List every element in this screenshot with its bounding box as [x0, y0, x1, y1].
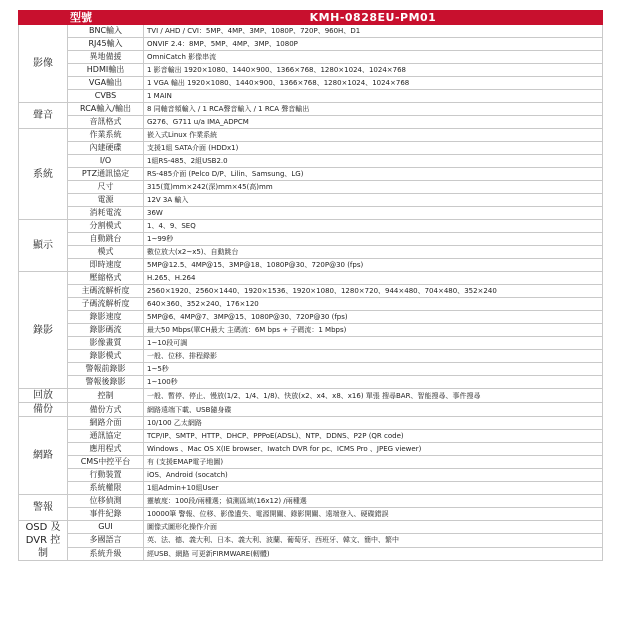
spec-row	[19, 155, 603, 168]
spec-row	[19, 363, 603, 376]
spec-label: RJ45輸入	[68, 38, 144, 51]
spec-row	[19, 430, 603, 443]
spec-value: 1~10段可調	[144, 337, 603, 350]
spec-label: HDMI輸出	[68, 64, 144, 77]
spec-row	[19, 298, 603, 311]
spec-value: 1 影音輸出 1920×1080、1440×900、1366×768、1280×1024、1024×768	[144, 64, 603, 77]
spec-value: 一般、暫停、停止、慢放(1/2、1/4、1/8)、快放(x2、x4、x8、x16) 單張 搜尋BAR、智能搜尋、事件搜尋	[144, 389, 603, 403]
spec-row	[19, 376, 603, 389]
spec-label: 錄影模式	[68, 350, 144, 363]
spec-value: 靈敏度：100段/兩種選；偵測區域(16x12) /兩種選	[144, 495, 603, 508]
spec-row	[19, 168, 603, 181]
spec-value: 最大50 Mbps(單CH最大 主碼流：6M bps + 子碼流：1 Mbps)	[144, 324, 603, 337]
spec-value: 1組RS-485、2組USB2.0	[144, 155, 603, 168]
spec-label: 備份方式	[68, 403, 144, 417]
spec-label: 主碼流解析度	[68, 285, 144, 298]
spec-value: 1~99秒	[144, 233, 603, 246]
spec-value: 315(寬)mm×242(深)mm×45(高)mm	[144, 181, 603, 194]
spec-label: 模式	[68, 246, 144, 259]
spec-label: 子碼流解析度	[68, 298, 144, 311]
spec-row	[19, 103, 603, 116]
spec-label: 錄影碼流	[68, 324, 144, 337]
spec-row	[19, 337, 603, 350]
spec-row	[19, 194, 603, 207]
spec-value: TVI / AHD / CVI：5MP、4MP、3MP、1080P、720P、960H、D1	[144, 25, 603, 38]
spec-label: 內建硬碟	[68, 142, 144, 155]
spec-value: H.265、H.264	[144, 272, 603, 285]
spec-label: RCA輸入/輸出	[68, 103, 144, 116]
spec-value: 1組Admin+10組User	[144, 482, 603, 495]
spec-row	[19, 246, 603, 259]
category-cell: 回放	[19, 389, 68, 403]
spec-value: 5MP@12.5、4MP@15、3MP@18、1080P@30、720P@30 (fps)	[144, 259, 603, 272]
spec-label: 系統權限	[68, 482, 144, 495]
spec-label: 自動跳台	[68, 233, 144, 246]
spec-label: 系統升級	[68, 547, 144, 560]
spec-row	[19, 38, 603, 51]
spec-row	[19, 181, 603, 194]
spec-value: ONVIF 2.4：8MP、5MP、4MP、3MP、1080P	[144, 38, 603, 51]
spec-value: 1~100秒	[144, 376, 603, 389]
spec-row	[19, 495, 603, 508]
spec-row	[19, 508, 603, 521]
spec-value: 網路遠端下載、USB隨身碟	[144, 403, 603, 417]
spec-row	[19, 285, 603, 298]
spec-value: iOS、Android (socatch)	[144, 469, 603, 482]
category-cell: 影像	[19, 25, 68, 103]
spec-value: 2560×1920、2560×1440、1920×1536、1920×1080、1280×720、944×480、704×480、352×240	[144, 285, 603, 298]
spec-value: 1 VGA 輸出 1920×1080、1440×900、1366×768、1280×1024、1024×768	[144, 77, 603, 90]
spec-value: 數位放大(x2~x5)、自動跳台	[144, 246, 603, 259]
spec-label: 音訊格式	[68, 116, 144, 129]
spec-label: 行動裝置	[68, 469, 144, 482]
spec-value: 36W	[144, 207, 603, 220]
spec-row	[19, 350, 603, 363]
spec-value: 經USB、網路 可更新FIRMWARE(軔體)	[144, 547, 603, 560]
spec-row	[19, 272, 603, 285]
spec-row	[19, 25, 603, 38]
spec-value: TCP/IP、SMTP、HTTP、DHCP、PPPoE(ADSL)、NTP、DDNS、P2P (QR code)	[144, 430, 603, 443]
category-cell: OSD 及 DVR 控制	[19, 521, 68, 561]
spec-value: 嵌入式Linux 作業系統	[144, 129, 603, 142]
spec-value: 支援1組 SATA介面 (HDDx1)	[144, 142, 603, 155]
spec-value: 圖像式圖形化操作介面	[144, 521, 603, 534]
spec-label: 網路介面	[68, 417, 144, 430]
spec-label: 影像畫質	[68, 337, 144, 350]
spec-row	[19, 311, 603, 324]
spec-value: 1 MAIN	[144, 90, 603, 103]
spec-row	[19, 482, 603, 495]
spec-value: RS-485介面 (Pelco D/P、Lilin、Samsung、LG)	[144, 168, 603, 181]
spec-table-body	[19, 11, 603, 561]
spec-label: 作業系統	[68, 129, 144, 142]
spec-row	[19, 233, 603, 246]
spec-label: 應用程式	[68, 443, 144, 456]
spec-label: PTZ通訊協定	[68, 168, 144, 181]
spec-value: 10/100 乙太網路	[144, 417, 603, 430]
spec-row	[19, 142, 603, 155]
spec-label: BNC輸入	[68, 25, 144, 38]
spec-value: 1、4、9、SEQ	[144, 220, 603, 233]
category-cell: 網路	[19, 417, 68, 495]
spec-label: CVBS	[68, 90, 144, 103]
spec-label: CMS中控平台	[68, 456, 144, 469]
spec-value: 12V 3A 輸入	[144, 194, 603, 207]
spec-label: 即時速度	[68, 259, 144, 272]
category-cell: 警報	[19, 495, 68, 521]
spec-value: Windows 、Mac OS X(IE browser、Iwatch DVR for pc、ICMS Pro 、JPEG viewer)	[144, 443, 603, 456]
spec-label: 異地備援	[68, 51, 144, 64]
spec-label: I/O	[68, 155, 144, 168]
spec-row	[19, 521, 603, 534]
spec-label: 控制	[68, 389, 144, 403]
spec-label: 警報後錄影	[68, 376, 144, 389]
spec-value: 10000筆 警報、位移、影像遺失、電源開關、錄影開關、遠端登入、硬碟錯誤	[144, 508, 603, 521]
spec-label: 警報前錄影	[68, 363, 144, 376]
spec-label: 位移偵測	[68, 495, 144, 508]
spec-label: 分割模式	[68, 220, 144, 233]
spec-label: VGA輸出	[68, 77, 144, 90]
spec-label: 電源	[68, 194, 144, 207]
spec-label: 尺寸	[68, 181, 144, 194]
spec-row	[19, 77, 603, 90]
spec-row	[19, 129, 603, 142]
spec-value: 8 同軸音頻輸入 / 1 RCA聲音輸入 / 1 RCA 聲音輸出	[144, 103, 603, 116]
category-cell: 備份	[19, 403, 68, 417]
category-cell: 錄影	[19, 272, 68, 389]
spec-label: 壓縮格式	[68, 272, 144, 285]
spec-row	[19, 116, 603, 129]
spec-value: 5MP@6、4MP@7、3MP@15、1080P@30、720P@30 (fps)	[144, 311, 603, 324]
spec-row	[19, 403, 603, 417]
spec-row	[19, 207, 603, 220]
spec-value: 有 (支援EMAP電子地圖)	[144, 456, 603, 469]
spec-label: 錄影速度	[68, 311, 144, 324]
spec-table	[18, 10, 603, 561]
spec-row	[19, 220, 603, 233]
spec-value: 英、法、德、義大利、日本、義大利、波蘭、葡萄牙、西班牙、韓文、簡中、繁中	[144, 534, 603, 547]
spec-label: 消耗電流	[68, 207, 144, 220]
model-name: KMH-0828EU-PM01	[144, 11, 603, 25]
header-row	[19, 11, 603, 25]
category-cell: 聲音	[19, 103, 68, 129]
spec-row	[19, 64, 603, 77]
spec-row	[19, 90, 603, 103]
spec-value: G276、G711 u/a IMA_ADPCM	[144, 116, 603, 129]
category-cell: 系統	[19, 129, 68, 220]
spec-row	[19, 534, 603, 547]
spec-row	[19, 417, 603, 430]
category-cell: 顯示	[19, 220, 68, 272]
spec-row	[19, 51, 603, 64]
spec-row	[19, 547, 603, 560]
spec-row	[19, 259, 603, 272]
spec-row	[19, 324, 603, 337]
spec-row	[19, 469, 603, 482]
spec-label: 通訊協定	[68, 430, 144, 443]
spec-label: GUI	[68, 521, 144, 534]
spec-label: 事件紀錄	[68, 508, 144, 521]
header-label: 型號	[19, 11, 144, 25]
spec-label: 多國語言	[68, 534, 144, 547]
spec-row	[19, 443, 603, 456]
spec-row	[19, 389, 603, 403]
spec-row	[19, 456, 603, 469]
spec-value: 1~5秒	[144, 363, 603, 376]
spec-value: 一般、位移、排程錄影	[144, 350, 603, 363]
spec-value: 640×360、352×240、176×120	[144, 298, 603, 311]
spec-value: OmniCatch 影像串流	[144, 51, 603, 64]
